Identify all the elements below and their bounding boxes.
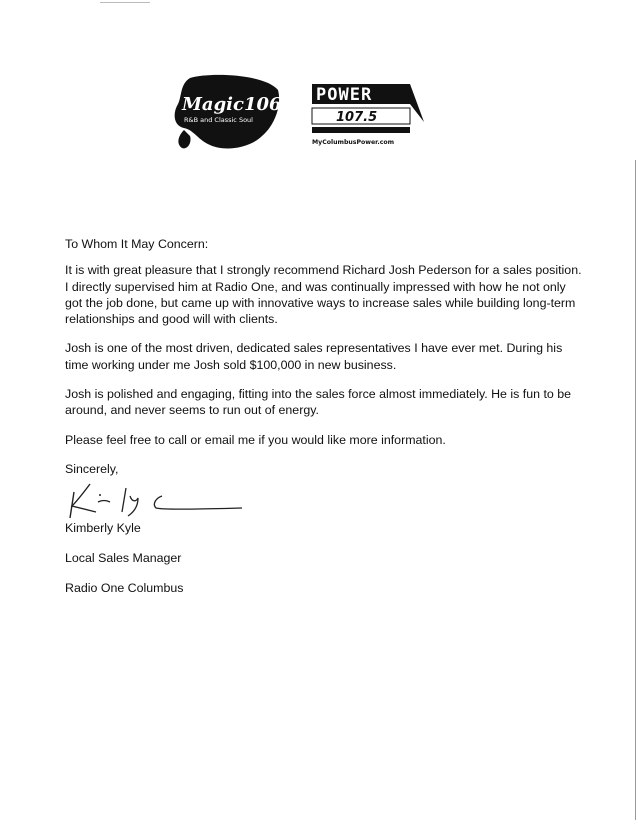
- signer-name: Kimberly Kyle: [65, 521, 141, 535]
- paragraph-1: It is with great pleasure that I strongly recommend Richard Josh Pederson for a sales position. I directly supervised him at Radio One, and was continually impressed with how he not only got the job done, but came up with innovative ways to increase sales while building long-term relationships and good will with clients.: [65, 263, 582, 327]
- scan-mark: [100, 2, 150, 3]
- logo-power-url: MyColumbusPower.com: [312, 139, 395, 146]
- power-logo: [310, 80, 426, 148]
- paragraph-2: Josh is one of the most driven, dedicated sales representatives I have ever met. During his time working under me Josh sold $100,000 in new business.: [65, 341, 563, 372]
- signature: [64, 478, 244, 522]
- logo-magic-tagline: R&B and Classic Soul: [184, 116, 253, 124]
- paragraph-3: Josh is polished and engaging, fitting into the sales force almost immediately. He is fun to be around, and never seems to run out of energy.: [65, 387, 572, 418]
- letter-body: [65, 236, 585, 461]
- signer-organization: Radio One Columbus: [65, 581, 184, 595]
- paragraph-4: Please feel free to call or email me if you would like more information.: [65, 432, 446, 447]
- closing: Sincerely,: [65, 462, 119, 476]
- salutation: To Whom It May Concern:: [65, 237, 209, 251]
- logo-power-title: POWER: [316, 85, 373, 105]
- logo-power-frequency: 107.5: [336, 110, 378, 125]
- logo-magic-title: Magic106.3: [182, 94, 301, 115]
- signer-title: Local Sales Manager: [65, 551, 182, 565]
- scan-edge-line: [635, 160, 636, 820]
- magic-logo: [170, 70, 301, 152]
